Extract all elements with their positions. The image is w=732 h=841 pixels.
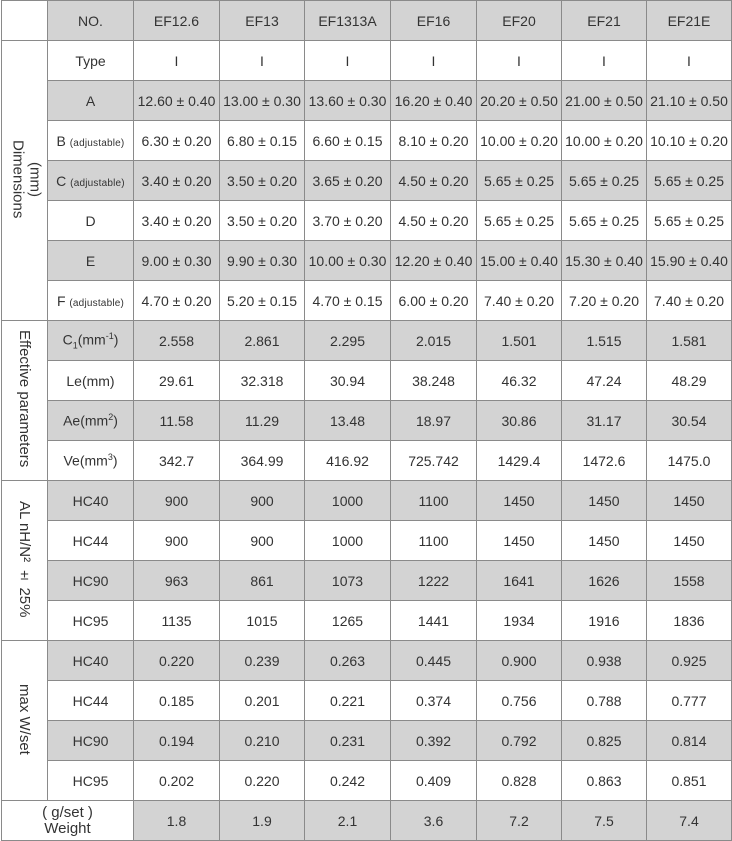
table-cell: I — [134, 41, 220, 81]
ve-row — [2, 441, 732, 481]
table-cell: 900 — [220, 481, 305, 521]
table-cell: 11.58 — [134, 401, 220, 441]
table-cell: I — [647, 41, 732, 81]
table-cell: 963 — [134, 561, 220, 601]
table-cell: 1073 — [305, 561, 391, 601]
table-cell: 900 — [134, 521, 220, 561]
table-cell: 3.40 ± 0.20 — [134, 201, 220, 241]
table-cell: 0.239 — [220, 641, 305, 681]
table-cell: 0.409 — [391, 761, 477, 801]
table-cell: 29.61 — [134, 361, 220, 401]
table-cell: 10.00 ± 0.20 — [562, 121, 647, 161]
row-label: HC44 — [48, 521, 134, 561]
table-cell: 0.202 — [134, 761, 220, 801]
table-cell: 3.70 ± 0.20 — [305, 201, 391, 241]
table-cell: 4.70 ± 0.15 — [305, 281, 391, 321]
table-cell: 1934 — [477, 601, 562, 641]
table-cell: 0.263 — [305, 641, 391, 681]
table-cell: 0.185 — [134, 681, 220, 721]
table-cell: 1450 — [562, 481, 647, 521]
row-label: HC40 — [48, 481, 134, 521]
table-cell: 725.742 — [391, 441, 477, 481]
al-hc40-row — [2, 481, 732, 521]
table-cell: 0.374 — [391, 681, 477, 721]
model-header: EF21E — [647, 1, 732, 41]
type-row — [2, 41, 732, 81]
table-cell: 6.30 ± 0.20 — [134, 121, 220, 161]
table-cell: 13.60 ± 0.30 — [305, 81, 391, 121]
table-cell: 0.851 — [647, 761, 732, 801]
table-cell: 1450 — [562, 521, 647, 561]
table-cell: 3.6 — [391, 801, 477, 841]
table-cell: I — [477, 41, 562, 81]
table-cell: 7.40 ± 0.20 — [477, 281, 562, 321]
table-cell: 15.90 ± 0.40 — [647, 241, 732, 281]
table-cell: 0.194 — [134, 721, 220, 761]
dim-f-row — [2, 281, 732, 321]
table-cell: 48.29 — [647, 361, 732, 401]
weight-row — [2, 801, 732, 841]
table-cell: 1135 — [134, 601, 220, 641]
table-cell: 6.80 ± 0.15 — [220, 121, 305, 161]
table-cell: 7.40 ± 0.20 — [647, 281, 732, 321]
table-cell: 1450 — [477, 521, 562, 561]
table-cell: 10.10 ± 0.20 — [647, 121, 732, 161]
table-cell: 15.00 ± 0.40 — [477, 241, 562, 281]
table-cell: 12.20 ± 0.40 — [391, 241, 477, 281]
table-cell: 1.501 — [477, 321, 562, 361]
table-cell: I — [305, 41, 391, 81]
table-cell: 1265 — [305, 601, 391, 641]
c1-row — [2, 321, 732, 361]
table-cell: 2.015 — [391, 321, 477, 361]
row-label: Type — [48, 41, 134, 81]
table-cell: 1000 — [305, 521, 391, 561]
ferrite-core-spec-table — [1, 0, 732, 841]
dimensions-group-label — [2, 41, 48, 321]
table-cell: 1641 — [477, 561, 562, 601]
table-cell: 0.792 — [477, 721, 562, 761]
row-label: B (adjustable) — [48, 121, 134, 161]
table-cell: 1626 — [562, 561, 647, 601]
table-cell: 2.1 — [305, 801, 391, 841]
table-cell: 0.925 — [647, 641, 732, 681]
table-cell: 0.825 — [562, 721, 647, 761]
dimensions-label: (mm) Dimensions — [9, 139, 44, 219]
table-cell: 342.7 — [134, 441, 220, 481]
model-header: EF16 — [391, 1, 477, 41]
table-cell: 5.20 ± 0.15 — [220, 281, 305, 321]
header-row — [2, 1, 732, 41]
table-cell: I — [220, 41, 305, 81]
table-cell: 1450 — [647, 481, 732, 521]
table-cell: 38.248 — [391, 361, 477, 401]
table-cell: 1.9 — [220, 801, 305, 841]
al-hc95-row — [2, 601, 732, 641]
le-row — [2, 361, 732, 401]
max-w-group-label — [2, 641, 48, 801]
al-hc44-row — [2, 521, 732, 561]
table-cell: 8.10 ± 0.20 — [391, 121, 477, 161]
row-label: E — [48, 241, 134, 281]
table-cell: 21.10 ± 0.50 — [647, 81, 732, 121]
w-hc95-row — [2, 761, 732, 801]
al-group-label — [2, 481, 48, 641]
model-header: EF13 — [220, 1, 305, 41]
table-cell: 18.97 — [391, 401, 477, 441]
table-cell: 0.814 — [647, 721, 732, 761]
table-cell: 47.24 — [562, 361, 647, 401]
row-label: F (adjustable) — [48, 281, 134, 321]
table-cell: 9.90 ± 0.30 — [220, 241, 305, 281]
w-hc90-row — [2, 721, 732, 761]
table-cell: 0.210 — [220, 721, 305, 761]
table-cell: 0.863 — [562, 761, 647, 801]
al-hc90-row — [2, 561, 732, 601]
table-cell: 1.8 — [134, 801, 220, 841]
effective-label: Effective parameters — [16, 330, 33, 468]
al-label: AL nH/N² ± 25% — [16, 500, 33, 618]
table-cell: 0.221 — [305, 681, 391, 721]
table-cell: 1475.0 — [647, 441, 732, 481]
table-cell: 1100 — [391, 481, 477, 521]
table-cell: 0.938 — [562, 641, 647, 681]
row-label: HC40 — [48, 641, 134, 681]
effective-group-label — [2, 321, 48, 481]
row-label: Le(mm) — [48, 361, 134, 401]
table-cell: 900 — [220, 521, 305, 561]
table-cell: 900 — [134, 481, 220, 521]
table-cell: 0.445 — [391, 641, 477, 681]
table-cell: 5.65 ± 0.25 — [647, 201, 732, 241]
table-cell: 1472.6 — [562, 441, 647, 481]
table-cell: 2.295 — [305, 321, 391, 361]
table-cell: 10.00 ± 0.20 — [477, 121, 562, 161]
table-cell: 10.00 ± 0.30 — [305, 241, 391, 281]
table-cell: 0.788 — [562, 681, 647, 721]
table-cell: 7.5 — [562, 801, 647, 841]
table-cell: 1916 — [562, 601, 647, 641]
table-cell: 2.861 — [220, 321, 305, 361]
table-cell: 16.20 ± 0.40 — [391, 81, 477, 121]
table-cell: 1222 — [391, 561, 477, 601]
table-cell: 30.94 — [305, 361, 391, 401]
no-header: NO. — [48, 1, 134, 41]
table-cell: 3.65 ± 0.20 — [305, 161, 391, 201]
table-cell: 7.20 ± 0.20 — [562, 281, 647, 321]
w-hc44-row — [2, 681, 732, 721]
table-cell: 6.00 ± 0.20 — [391, 281, 477, 321]
dim-c-row — [2, 161, 732, 201]
table-cell: 46.32 — [477, 361, 562, 401]
dim-e-row — [2, 241, 732, 281]
table-cell: 416.92 — [305, 441, 391, 481]
table-cell: 12.60 ± 0.40 — [134, 81, 220, 121]
table-cell: 30.54 — [647, 401, 732, 441]
dim-b-row — [2, 121, 732, 161]
table-cell: 0.231 — [305, 721, 391, 761]
row-label: $Ve(mm^3)$ — [48, 441, 134, 481]
max-w-label: max W/set — [16, 683, 33, 755]
table-cell: 4.70 ± 0.20 — [134, 281, 220, 321]
table-cell: 21.00 ± 0.50 — [562, 81, 647, 121]
table-cell: 1450 — [477, 481, 562, 521]
dim-a-row — [2, 81, 732, 121]
table-cell: 13.00 ± 0.30 — [220, 81, 305, 121]
table-cell: 11.29 — [220, 401, 305, 441]
table-cell: 7.2 — [477, 801, 562, 841]
corner-cell — [2, 1, 48, 41]
table-cell: 3.40 ± 0.20 — [134, 161, 220, 201]
table-cell: 5.65 ± 0.25 — [477, 201, 562, 241]
table-cell: 5.65 ± 0.25 — [477, 161, 562, 201]
table-cell: I — [391, 41, 477, 81]
model-header: EF12.6 — [134, 1, 220, 41]
w-hc40-row — [2, 641, 732, 681]
table-cell: 1000 — [305, 481, 391, 521]
table-cell: 30.86 — [477, 401, 562, 441]
table-cell: 3.50 ± 0.20 — [220, 201, 305, 241]
table-cell: 32.318 — [220, 361, 305, 401]
table-cell: 1450 — [647, 521, 732, 561]
table-cell: 3.50 ± 0.20 — [220, 161, 305, 201]
table-cell: 9.00 ± 0.30 — [134, 241, 220, 281]
table-cell: 0.777 — [647, 681, 732, 721]
row-label: HC90 — [48, 721, 134, 761]
table-cell: 1.581 — [647, 321, 732, 361]
row-label: HC90 — [48, 561, 134, 601]
table-cell: 15.30 ± 0.40 — [562, 241, 647, 281]
row-label: A — [48, 81, 134, 121]
model-header: EF20 — [477, 1, 562, 41]
table-cell: 0.220 — [220, 761, 305, 801]
table-cell: 1429.4 — [477, 441, 562, 481]
row-label: $C_1(mm^{-1})$ — [48, 321, 134, 361]
dim-d-row — [2, 201, 732, 241]
table-cell: 7.4 — [647, 801, 732, 841]
table-cell: 5.65 ± 0.25 — [647, 161, 732, 201]
table-cell: 13.48 — [305, 401, 391, 441]
table-cell: 1836 — [647, 601, 732, 641]
table-cell: 861 — [220, 561, 305, 601]
row-label: HC44 — [48, 681, 134, 721]
row-label: C (adjustable) — [48, 161, 134, 201]
model-header: EF1313A — [305, 1, 391, 41]
table-cell: 0.900 — [477, 641, 562, 681]
table-cell: 0.756 — [477, 681, 562, 721]
weight-label: ( g/set ) Weight — [2, 801, 134, 841]
row-label: D — [48, 201, 134, 241]
table-cell: I — [562, 41, 647, 81]
table-cell: 4.50 ± 0.20 — [391, 201, 477, 241]
table-cell: 0.392 — [391, 721, 477, 761]
table-cell: 0.242 — [305, 761, 391, 801]
table-cell: 5.65 ± 0.25 — [562, 161, 647, 201]
row-label: HC95 — [48, 601, 134, 641]
row-label: HC95 — [48, 761, 134, 801]
table-cell: 31.17 — [562, 401, 647, 441]
row-label: $Ae(mm^2)$ — [48, 401, 134, 441]
table-cell: 0.220 — [134, 641, 220, 681]
table-cell: 2.558 — [134, 321, 220, 361]
table-cell: 1441 — [391, 601, 477, 641]
table-cell: 20.20 ± 0.50 — [477, 81, 562, 121]
table-cell: 1.515 — [562, 321, 647, 361]
table-cell: 4.50 ± 0.20 — [391, 161, 477, 201]
table-cell: 364.99 — [220, 441, 305, 481]
table-cell: 0.828 — [477, 761, 562, 801]
table-cell: 5.65 ± 0.25 — [562, 201, 647, 241]
table-cell: 1558 — [647, 561, 732, 601]
table-cell: 0.201 — [220, 681, 305, 721]
model-header: EF21 — [562, 1, 647, 41]
table-cell: 6.60 ± 0.15 — [305, 121, 391, 161]
table-cell: 1015 — [220, 601, 305, 641]
ae-row — [2, 401, 732, 441]
table-cell: 1100 — [391, 521, 477, 561]
